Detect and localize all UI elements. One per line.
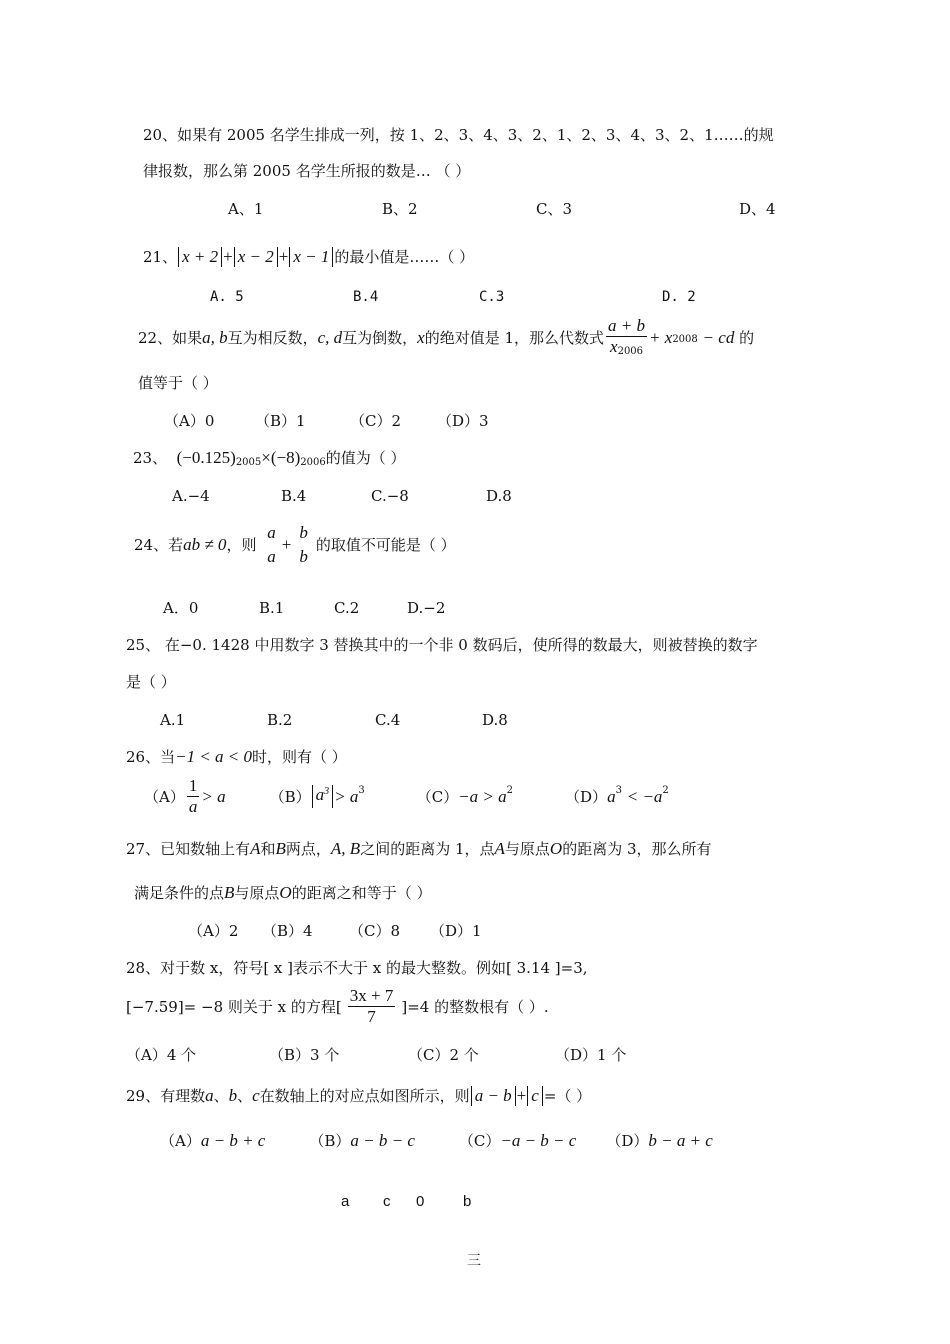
q22-pre: 22、如果 bbox=[138, 329, 203, 347]
q27-AB: A, B bbox=[330, 839, 361, 858]
q24-option-d: D.−2 bbox=[407, 599, 446, 617]
q23-exp-2005: 2005 bbox=[235, 457, 262, 468]
q26-option-d-a: a bbox=[607, 786, 616, 806]
q27-mid2: 之间的距离为 1，点 bbox=[360, 840, 495, 858]
q26-option-b-abs bbox=[312, 785, 334, 808]
q26-option-a-numerator: 1 bbox=[188, 776, 198, 795]
q24-fraction-1 bbox=[265, 523, 278, 567]
q26-option-d-rel: < −a bbox=[626, 786, 663, 806]
q29-option-b-label: （B） bbox=[309, 1132, 351, 1150]
q21-plus-2: + bbox=[278, 247, 289, 266]
q26-option-d-exp2: 2 bbox=[662, 784, 669, 796]
q26-option-a-denominator: a bbox=[188, 797, 198, 816]
q29-option-d: b − a + c bbox=[648, 1131, 713, 1150]
q27-B: B bbox=[275, 839, 286, 858]
q22-option-d: （D）3 bbox=[437, 412, 489, 430]
q27-l2-tail: 的距离之和等于（ ） bbox=[291, 884, 432, 902]
q22-line2: 值等于（ ） bbox=[138, 374, 218, 392]
q22-option-c: （C）2 bbox=[350, 412, 402, 430]
q23-option-b: B.4 bbox=[281, 487, 307, 505]
q22-line1 bbox=[138, 316, 754, 360]
q29-abs-1: a − b bbox=[471, 1086, 516, 1106]
q28-option-b: （B）3 个 bbox=[269, 1046, 340, 1064]
q26-option-a-rel: > a bbox=[201, 786, 226, 806]
q27-B2: B bbox=[224, 883, 235, 902]
q24-pre: 24、若 bbox=[134, 536, 184, 554]
q25-option-d: D.8 bbox=[482, 711, 508, 729]
q28-option-d: （D）1 个 bbox=[555, 1046, 627, 1064]
q29-option-b: a − b − c bbox=[350, 1131, 415, 1150]
q26-option-b-rel: > a bbox=[334, 786, 359, 806]
q27-O2: O bbox=[279, 883, 292, 902]
q20-line1: 20、如果有 2005 名学生排成一列，按 1、2、3、4、3、2、1、2、3、4、3、2、1……的规 bbox=[143, 126, 774, 144]
q27-option-b: （B）4 bbox=[262, 922, 313, 940]
q21-abs-term-1: x + 2 bbox=[178, 247, 222, 267]
q23-number: 23、 bbox=[133, 449, 168, 467]
q27-l2-mid: 与原点 bbox=[234, 884, 280, 902]
q29-a: a bbox=[205, 1086, 214, 1105]
q21-line bbox=[143, 246, 474, 268]
q29-option-c-label: （C） bbox=[458, 1132, 501, 1150]
q26-options bbox=[144, 776, 669, 817]
q25-line2: 是（ ） bbox=[126, 673, 176, 691]
q22-option-b: （B）1 bbox=[255, 412, 306, 430]
q26-condition: −1 < a < 0 bbox=[175, 747, 253, 766]
q21-option-a: A. 5 bbox=[210, 289, 244, 305]
q21-option-b: B.4 bbox=[353, 289, 379, 305]
q22-mid3: 的绝对值是 1，那么代数式 bbox=[424, 329, 605, 347]
q25-line1: 25、 在−0. 1428 中用数字 3 替换其中的一个非 0 数码后，使所得的数最大，则被替换的数字 bbox=[126, 636, 758, 654]
q20-line2: 律报数，那么第 2005 名学生所报的数是… （ ） bbox=[143, 162, 471, 180]
q20-option-c: C、3 bbox=[536, 200, 573, 218]
q27-line2 bbox=[134, 882, 431, 904]
q27-A: A bbox=[250, 839, 261, 858]
q22-exp-2008: 2008 bbox=[672, 334, 698, 345]
q24-f2-denominator: b bbox=[299, 547, 308, 566]
number-line-label-a: a bbox=[341, 1193, 350, 1210]
q27-option-a: （A）2 bbox=[188, 922, 239, 940]
q26-option-b-label: （B） bbox=[269, 787, 311, 806]
q29-abs-2: c bbox=[527, 1086, 543, 1106]
q29-line bbox=[126, 1085, 591, 1107]
number-line-label-b: b bbox=[463, 1193, 472, 1210]
q26-option-d-label: （D） bbox=[565, 787, 608, 806]
q21-tail: 的最小值是……（ ） bbox=[334, 248, 475, 266]
q26-option-a-label: （A） bbox=[144, 787, 185, 806]
q22-fraction bbox=[606, 316, 647, 360]
q29-options bbox=[160, 1130, 713, 1152]
q27-O: O bbox=[549, 839, 563, 858]
q22-plus-x: + x bbox=[649, 328, 673, 347]
q24-option-c: C.2 bbox=[334, 599, 360, 617]
q22-mid2: 互为倒数， bbox=[342, 329, 418, 347]
q26-option-d-exp: 3 bbox=[615, 784, 622, 796]
q28-option-a: （A）4 个 bbox=[126, 1046, 197, 1064]
q22-cd: c, d bbox=[317, 328, 343, 347]
q28-line2 bbox=[126, 986, 549, 1027]
q27-l2-pre: 满足条件的点 bbox=[134, 884, 225, 902]
q29-sep2: 、 bbox=[237, 1087, 253, 1105]
q24-f2-numerator: b bbox=[299, 523, 308, 542]
q28-option-c: （C）2 个 bbox=[408, 1046, 479, 1064]
q29-sep1: 、 bbox=[213, 1087, 229, 1105]
q26-option-b-base: a bbox=[315, 785, 325, 804]
q29-c: c bbox=[252, 1086, 260, 1105]
q23-base: (−0.125) bbox=[176, 448, 236, 467]
q22-tail: 的 bbox=[739, 329, 755, 347]
number-line-label-zero: 0 bbox=[416, 1193, 425, 1210]
q28-fraction bbox=[348, 986, 396, 1027]
q29-tail: =（ ） bbox=[543, 1087, 592, 1105]
q23-option-c: C.−8 bbox=[371, 487, 409, 505]
q27-mid3: 与原点 bbox=[504, 840, 550, 858]
q29-plus: + bbox=[516, 1086, 527, 1105]
q26-pre: 26、当 bbox=[126, 748, 176, 766]
q23-exp-2006: 2006 bbox=[300, 457, 326, 468]
q22-option-a: （A）0 bbox=[164, 412, 215, 430]
q22-fraction-numerator: a + b bbox=[608, 316, 646, 335]
q23-tail: 的值为（ ） bbox=[325, 449, 406, 467]
q29-option-a: a − b + c bbox=[200, 1131, 266, 1150]
q23-option-d: D.8 bbox=[486, 487, 512, 505]
q21-option-c: C.3 bbox=[479, 289, 505, 305]
q25-option-c: C.4 bbox=[375, 711, 401, 729]
q24-f1-numerator: a bbox=[267, 523, 276, 542]
q24-option-b: B.1 bbox=[259, 599, 285, 617]
q23-times: ×(−8) bbox=[261, 448, 301, 467]
q22-mid1: 互为相反数， bbox=[227, 329, 318, 347]
q26-tail: 时，则有（ ） bbox=[252, 748, 347, 766]
q24-mid: ，则 bbox=[226, 536, 257, 554]
q21-abs-term-3: x − 1 bbox=[289, 247, 333, 267]
q24-option-a: A．0 bbox=[163, 599, 199, 617]
q24-fraction-2 bbox=[297, 523, 310, 567]
q22-fraction-denominator bbox=[608, 337, 645, 360]
q26-option-c-label: （C） bbox=[416, 787, 459, 806]
q28-numerator: 3x + 7 bbox=[349, 986, 394, 1005]
q26-option-c-exp: 2 bbox=[506, 784, 514, 796]
q29-pre: 29、有理数 bbox=[126, 1087, 206, 1105]
q27-option-c: （C）8 bbox=[349, 922, 401, 940]
q21-abs-term-2: x − 2 bbox=[234, 247, 278, 267]
q27-option-d: （D）1 bbox=[430, 922, 482, 940]
page-mark: 三 bbox=[467, 1253, 481, 1269]
q27-and: 和 bbox=[260, 840, 276, 858]
q26-line bbox=[126, 746, 347, 768]
q28-pre: [−7.59]= −8 则关于 x 的方程[ bbox=[126, 997, 342, 1016]
q27-A2: A bbox=[494, 839, 505, 858]
q28-tail: ]=4 的整数根有（ ）. bbox=[401, 997, 549, 1016]
q26-option-b-exp2: 3 bbox=[358, 784, 365, 796]
q21-number: 21、 bbox=[143, 248, 178, 266]
q24-condition: ab ≠ 0 bbox=[183, 535, 227, 554]
q27-line1 bbox=[126, 838, 712, 860]
q26-option-b-exp: 3 bbox=[324, 786, 330, 797]
q24-f1-denominator: a bbox=[267, 547, 276, 566]
q25-option-b: B.2 bbox=[267, 711, 293, 729]
q28-line1: 28、对于数 x，符号[ x ]表示不大于 x 的最大整数。例如[ 3.14 ]=3, bbox=[126, 959, 588, 977]
q20-option-d: D、4 bbox=[739, 200, 776, 218]
q24-line bbox=[134, 523, 456, 567]
q27-pre: 27、已知数轴上有 bbox=[126, 840, 251, 858]
q26-option-a-fraction bbox=[187, 776, 200, 817]
q27-tail: 的距离为 3，那么所有 bbox=[562, 840, 712, 858]
q20-option-a: A、1 bbox=[228, 200, 264, 218]
q26-option-c-expr: −a > a bbox=[458, 786, 507, 806]
q29-option-a-label: （A） bbox=[160, 1132, 201, 1150]
q21-plus-1: + bbox=[223, 247, 233, 266]
q22-x: x bbox=[417, 328, 425, 347]
q20-option-b: B、2 bbox=[382, 200, 418, 218]
q24-tail: 的取值不可能是（ ） bbox=[315, 536, 456, 554]
q21-option-d: D. 2 bbox=[662, 289, 696, 305]
q27-mid1: 两点， bbox=[285, 840, 331, 858]
q23-option-a: A.−4 bbox=[172, 487, 210, 505]
q23-line bbox=[133, 447, 406, 472]
q24-plus: + bbox=[281, 535, 292, 554]
q29-mid: 在数轴上的对应点如图所示，则 bbox=[259, 1087, 470, 1105]
q29-option-d-label: （D） bbox=[606, 1132, 649, 1150]
q25-option-a: A.1 bbox=[160, 711, 186, 729]
q22-den-exp: 2006 bbox=[617, 346, 644, 357]
number-line-label-c: c bbox=[383, 1193, 391, 1210]
q28-denominator: 7 bbox=[367, 1007, 376, 1026]
q29-option-c: −a − b − c bbox=[500, 1131, 577, 1150]
q22-minus-cd: − cd bbox=[702, 328, 735, 347]
q22-den-base: x bbox=[610, 337, 618, 356]
q22-ab: a, b bbox=[202, 328, 228, 347]
q29-b: b bbox=[228, 1086, 238, 1105]
